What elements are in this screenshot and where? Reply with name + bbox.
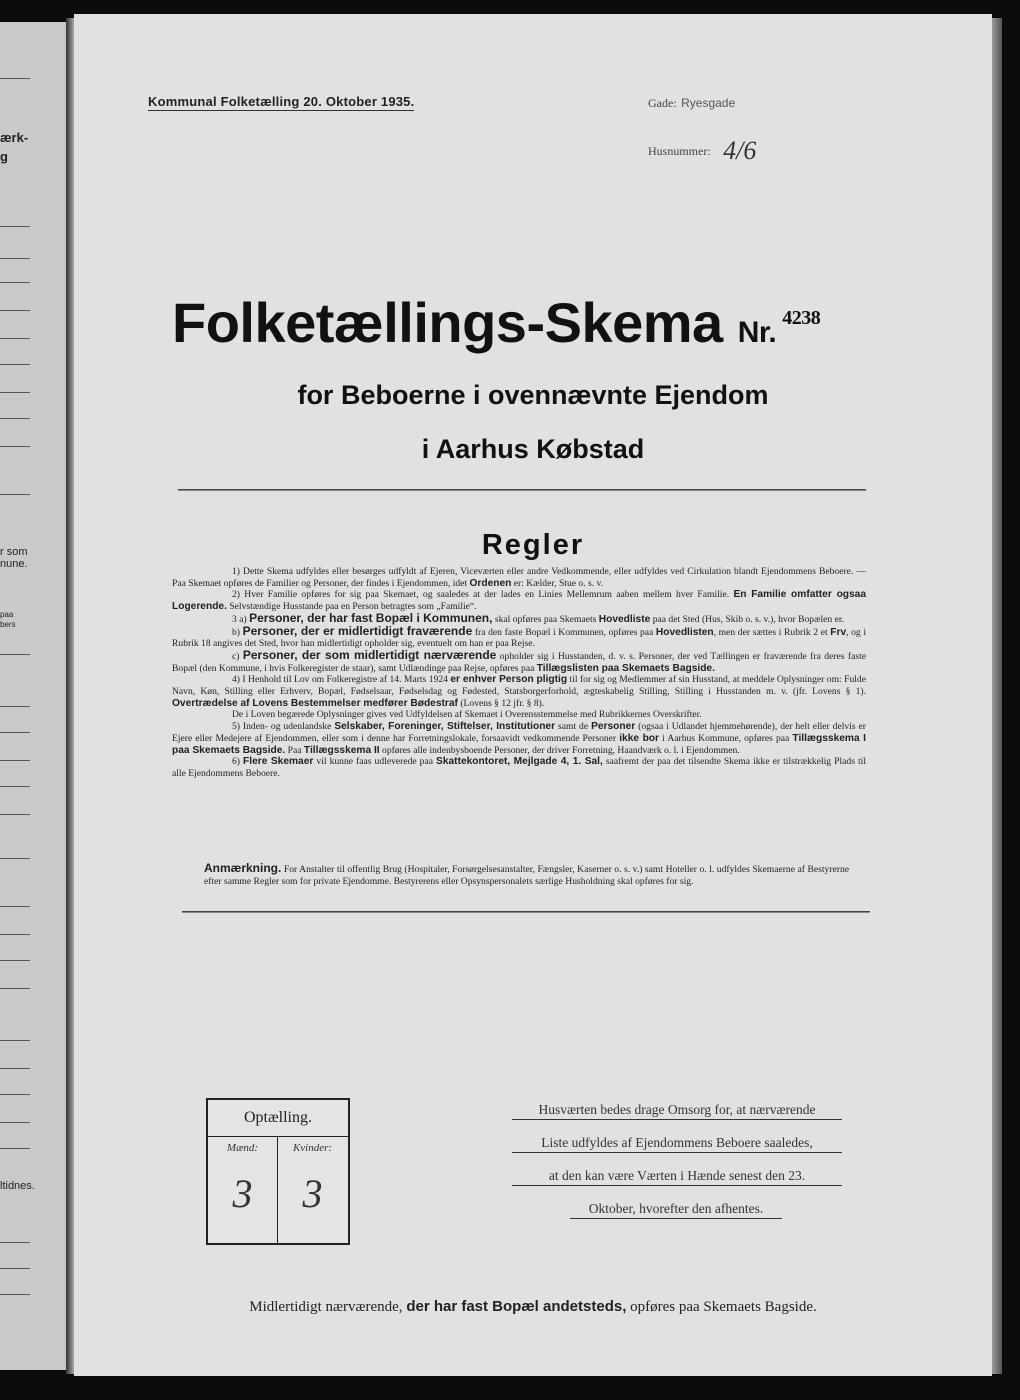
form-line [0,494,30,495]
form-line [0,706,30,707]
remark [204,862,849,888]
divider [182,911,870,913]
form-line [0,1294,30,1295]
form-line [0,732,30,733]
women-label: Kvinder: [292,1142,333,1154]
rule-3b: b) Personer, der er midlertidigt fraværende fra den faste Bopæl i Kommunen, opføres paa Hovedlisten, men der sættes i Rubrik 2 et Frv, og i Rubrik 18 angives det Sted, hvor han midlertidigt opholder sig, eventuelt om han er paa Rejse. [172,623,866,650]
rule-1: 1) Dette Skema udfyldes eller besørges udfyldt af Ejeren, Viceværten eller andre Vedkommende, eller udfyldes ved Cirkulation blandt Ejendommens Beboere. — Paa Skemaet opføres de Familier og Personer, der findes i Ejendommen, idet Ordenen er: Kælder, Stue o. s. v. [172,566,866,589]
rule-5: 5) Inden- og udenlandske Selskaber, Foreninger, Stiftelser, Institutioner samt de Personer (ogsaa i Udlandet hjemmehørende), der helt eller delvis er Ejere eller Medejere af Ejendommen, eller som i denne har Forretningslokale, forsaavidt vedkommende Personer ikke bor i Aarhus Kommune, opføres paa Tillægsskema I paa Skemaets Bagside. Paa Tillægsskema II opføres alle indenbysboende Personer, der driver Forretning, Haandværk o. l. i Ejendommen. [172,721,866,756]
women-count: 3 [302,1171,323,1216]
form-line [0,226,30,227]
form-line [0,1148,30,1149]
form-line [0,960,30,961]
house-number-value: 4/6 [723,136,757,165]
rule-2: 2) Hver Familie opføres for sig paa Skemaet, og saaledes at der lades en Linies Mellemrum aaben mellem hver Familie. En Familie omfatter ogsaa Logerende. Selvstændige Husstande paa en Person betragtes som „Familie“. [172,589,867,613]
page-fragment: ærk- [0,130,29,145]
census-title: Kommunal Folketælling 20. Oktober 1935. [148,94,415,109]
form-line [0,1040,30,1041]
form-line [0,654,30,655]
count-box [206,1098,350,1245]
form-line [0,1268,30,1269]
rule-4-note: De i Loven begærede Oplysninger gives ved Udfyldelsen af Skemaet i Overensstemmelse med Rubrikkernes Overskrifter. [232,709,702,721]
form-subtitle: for Beboerne i ovennævnte Ejendom [297,380,769,410]
form-line [0,760,30,761]
form-line [0,1094,30,1095]
page-fragment: nune. [0,558,28,570]
form-line [0,418,30,419]
men-count: 3 [232,1171,253,1216]
form-line [0,338,30,339]
form-line [0,258,30,259]
form-line [0,786,30,787]
landlord-notice [504,1102,854,1234]
form-line [0,310,30,311]
rule-6: 6) Flere Skemaer vil kunne faas udleverede paa Skattekontoret, Mejlgade 4, 1. Sal, saafremt der paa det tilsendte Skema ikke er tilstrækkelig Plads til alle Ejendommens Beboere. [172,756,866,779]
form-line [0,934,30,935]
rule-3c: c) Personer, der som midlertidigt nærværende opholder sig i Husstanden, d. v. s. Personer, der ved Tællingen er fraværende fra deres faste Bopæl (den Kommune, i hvis Folkeregister de staar), samt Udlændinge paa Rejse, opføres paa Tillægslisten paa Skemaets Bagside. [172,647,866,674]
form-line [0,988,30,989]
notice-line: at den kan være Værten i Hænde senest den 23. [512,1168,842,1186]
footer-note: Midlertidigt nærværende, der har fast Bopæl andetsteds, opføres paa Skemaets Bagside. [249,1298,817,1315]
page-fragment: paa [0,610,14,619]
form-line [0,1068,30,1069]
rules-body [172,566,866,780]
rules-heading: Regler [481,529,585,561]
form-line [0,1122,30,1123]
divider [178,489,866,491]
form-line [0,78,30,79]
form-line [0,814,30,815]
men-label: Mænd: [226,1142,259,1154]
notice-line: Liste udfyldes af Ejendommens Beboere saaledes, [512,1135,842,1153]
street-label: Gade: [648,96,677,110]
form-line [0,446,30,447]
form-title-text: Folketællings-Skema [172,291,723,354]
house-number-label: Husnummer: [648,144,711,158]
page-fragment: bers [0,620,16,629]
form-number-label: Nr. [737,316,777,349]
rule-4: 4) I Henhold til Lov om Folkeregistre af 14. Marts 1924 er enhver Person pligtig til for sig og Medlemmer af sin Husstand, at meddele Oplysninger om: Fulde Navn, Køn, Stilling eller Erhverv, Bopæl, Fødselsaar, Fødselsdag og Fødested, Statsborgerforhold, ægteskabelig Stilling, Stilling i Husstanden m. v. (jfr. Lovens § 1). Overtrædelse af Lovens Bestemmelser medfører Bødestraf (Lovens § 12 jfr. § 8). [172,674,866,709]
form-line [0,282,30,283]
page-edge [992,18,1002,1374]
form-line [0,906,30,907]
rule-3a: 3 a) Personer, der har fast Bopæl i Kommunen, skal opføres paa Skemaets Hovedliste paa det Sted (Hus, Skib o. s. v.), hvor Bopælen er. [232,610,844,625]
remark-text: For Anstalter til offentlig Brug (Hospitaler, Forsørgelsesanstalter, Fængsler, Kaserner o. s. v.) samt Hoteller o. l. udfyldes Skemaerne af Bestyrerne efter samme Regler som for private Ejendomme. Bestyrerens eller Opsynspersonalets særlige Husholdning skal opføres for sig. [204,864,849,887]
form-line [0,392,30,393]
form-line [0,364,30,365]
form-location: i Aarhus Købstad [421,434,645,464]
form-number-value: 4238 [782,307,821,329]
street-field [648,94,735,112]
notice-line: Oktober, hvorefter den afhentes. [570,1201,782,1219]
form-line [0,858,30,859]
house-number-field [648,132,757,165]
street-value: Ryesgade [681,96,736,110]
page-fragment: ltidnes. [0,1180,35,1192]
form-title [172,290,820,355]
census-form-page [74,14,992,1376]
book-gutter [66,18,74,1374]
remark-label: Anmærkning. [204,861,282,875]
notice-line: Husværten bedes drage Omsorg for, at nærværende [512,1102,842,1120]
page-fragment: r som [0,546,28,558]
form-line [0,1242,30,1243]
previous-page-edge [0,22,68,1370]
page-fragment: g [0,149,8,164]
count-title: Optælling. [208,1100,348,1137]
